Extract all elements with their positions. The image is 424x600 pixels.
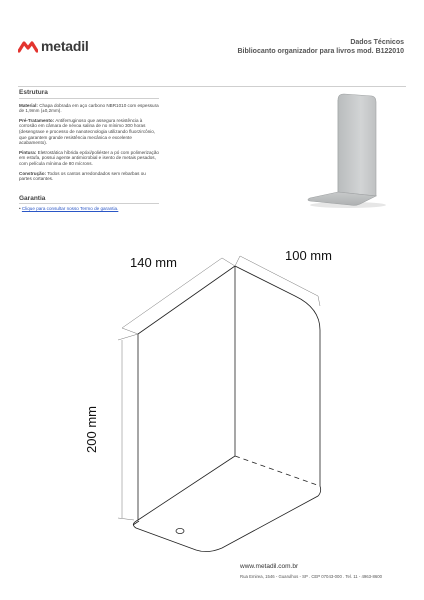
title-line-1: Dados Técnicos xyxy=(350,39,404,46)
base-plate-outline xyxy=(133,474,320,552)
material-label: Material: xyxy=(19,102,38,108)
pretratamento-paragraph xyxy=(19,118,159,146)
base-fold-line xyxy=(138,456,235,520)
garantia-section xyxy=(19,196,159,211)
screw-hole xyxy=(176,528,184,533)
title-line-2: Bibliocanto organizador para livros mod. B122010 xyxy=(237,48,404,55)
width-dimension-label: 140 mm xyxy=(130,255,177,270)
back-plate-outline xyxy=(138,266,320,520)
estrutura-divider xyxy=(19,98,159,99)
construcao-text: Todos os cantos arredondados sem rebarbas ou partes cortantes. xyxy=(19,170,146,182)
footer-address: Rua Emirea, 1546 - Guarulhos - SP . CEP 07043-000 . Tel. 11 - 4963-8600 xyxy=(240,574,383,579)
footer-website[interactable]: www.metadil.com.br xyxy=(240,563,299,570)
pintura-paragraph xyxy=(19,150,159,167)
pretratamento-label: Pré-Tratamento: xyxy=(19,117,55,123)
pretratamento-text: Antiferruginoso que assegura resistência à corrosão em câmara de névoa salina de no mínimo 300 horas (desengraxe e processo de nanotecnologia utilizando fluorzircônio, que garantem grande resistência mecânica e excelente acabamento). xyxy=(19,117,156,146)
estrutura-heading: Estrutura xyxy=(19,89,48,96)
depth-dimension-label: 100 mm xyxy=(285,248,332,263)
material-text: Chapa dobrada em aço carbono NBR1010 com espessura de 1,9mm (±0,2mm). xyxy=(19,102,159,114)
garantia-item xyxy=(19,206,159,212)
metadil-logo-icon xyxy=(18,40,38,53)
garantia-link[interactable]: Clique para consultar nosso Termo de garantia. xyxy=(21,205,119,211)
header-divider xyxy=(18,86,406,87)
garantia-heading: Garantia xyxy=(19,195,46,202)
technical-drawing xyxy=(100,250,340,570)
bullet: • xyxy=(19,205,21,211)
document-title xyxy=(238,38,405,56)
brand-logo xyxy=(18,38,89,54)
estrutura-section xyxy=(19,90,159,186)
brand-name: metadil xyxy=(41,38,89,54)
product-photo xyxy=(300,92,390,212)
construcao-label: Construção: xyxy=(19,170,47,176)
pintura-label: Pintura: xyxy=(19,149,37,155)
construcao-paragraph xyxy=(19,171,159,182)
pintura-text: Eletrostática híbrida epóxi/poliéster a pó com polimerização em estufa, possui agente antimicrobial e isento de metais pesados, com película mínima de 80 mícrons. xyxy=(19,149,159,166)
height-dimension-label: 200 mm xyxy=(83,406,99,453)
hidden-edge xyxy=(235,456,320,486)
garantia-divider xyxy=(19,203,159,204)
material-paragraph xyxy=(19,103,159,114)
